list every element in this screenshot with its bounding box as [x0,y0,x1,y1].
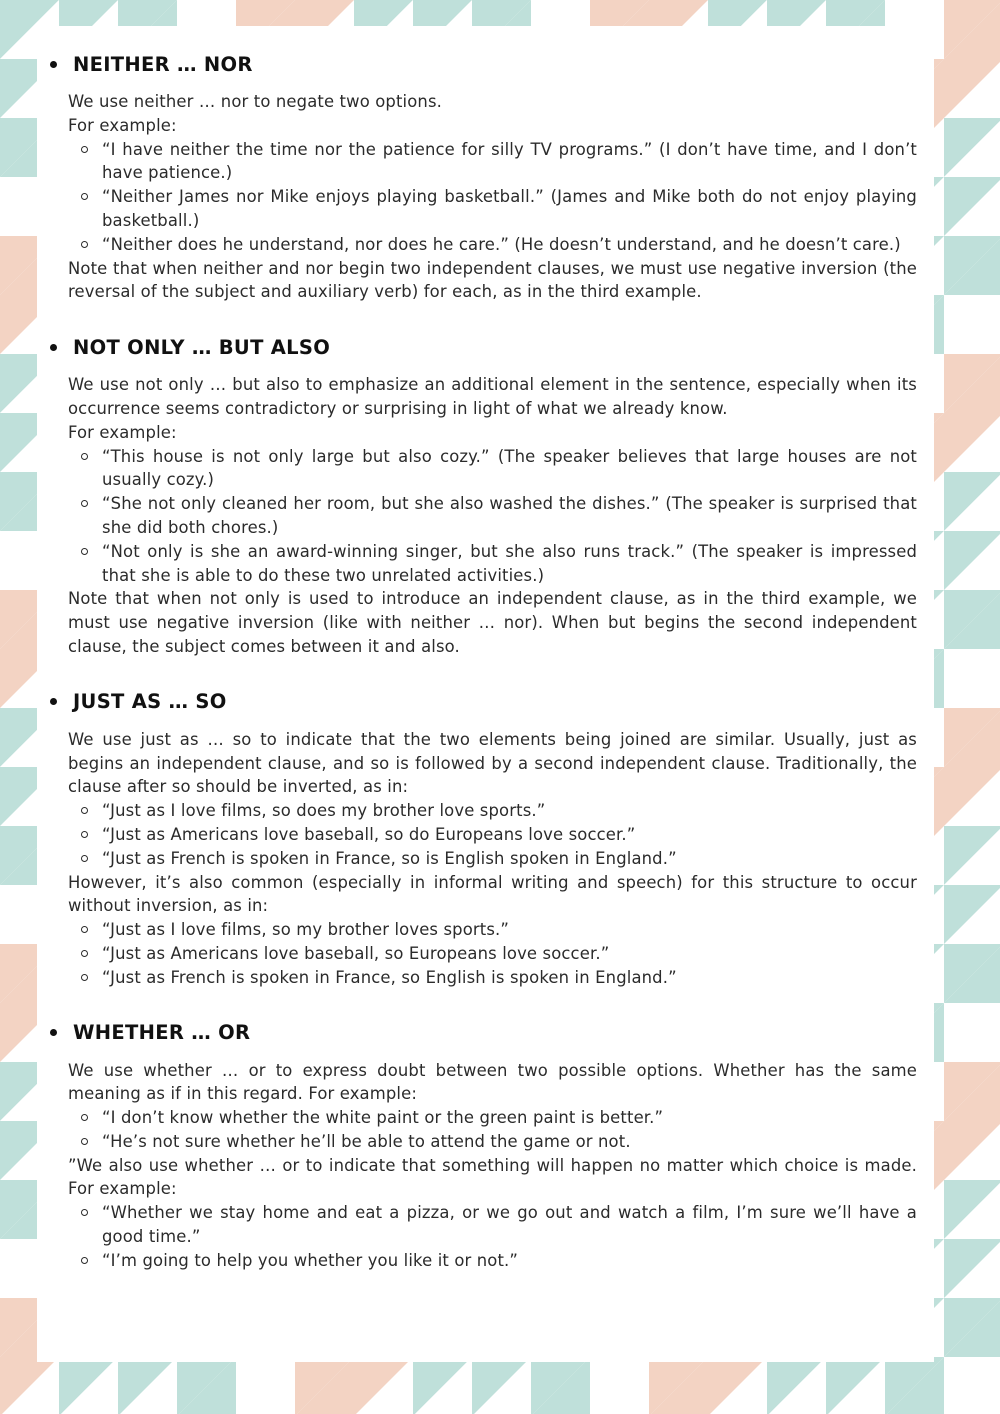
example-list [68,918,917,989]
list-item: “Not only is she an award-winning singer, but she also runs track.” (The speaker is impressed that she is able to do these two unrelated activities.) [102,540,917,588]
content-card [37,26,934,1362]
paragraph: We use not only … but also to emphasize an additional element in the sentence, especially when its occurrence seems contradictory or surprising in light of what we already know. [68,375,917,418]
paragraph: Note that when not only is used to introduce an independent clause, as in the third example, we must use negative inversion (like with neither … nor). When but begins the second independent clause, the subject comes between it and also. [68,589,917,656]
paragraph: We use just as … so to indicate that the two elements being joined are similar. Usually, just as begins an independent clause, and so is followed by a second independent clause. Traditionally, the clause after so should be inverted, as in: [68,729,917,797]
section-spacer [68,304,917,333]
paragraph: We use neither … nor to negate two options. [68,92,443,111]
list-item: “Just as I love films, so my brother loves sports.” [102,918,917,942]
list-item: “She not only cleaned her room, but she also washed the dishes.” (The speaker is surprised that she did both chores.) [102,492,917,540]
list-item: “Just as French is spoken in France, so is English spoken in England.” [102,847,917,871]
paragraph: For example: [68,115,177,135]
section-heading [50,1019,917,1047]
list-item: “Neither James nor Mike enjoys playing basketball.” (James and Mike both do not enjoy playing basketball.) [102,185,917,233]
paragraph: For example: [68,422,177,442]
section-spacer [68,659,917,688]
paragraph: However, it’s also common (especially in informal writing and speech) for this structure to occur without inversion, as in: [68,872,917,916]
list-item: “Just as French is spoken in France, so English is spoken in England.” [102,966,917,990]
list-item: “I have neither the time nor the patience for silly TV programs.” (I don’t have time, and I don’t have patience.) [102,138,917,186]
section [68,1019,917,1273]
bullet-icon [50,698,57,705]
section-heading [50,688,917,716]
paragraph: ”We also use whether … or to indicate that something will happen no matter which choice is made. For example: [68,1155,917,1199]
list-item: “Just as I love films, so does my brother love sports.” [102,799,917,823]
bullet-icon [50,61,57,68]
paragraph: Note that when neither and nor begin two independent clauses, we must use negative inversion (the reversal of the subject and auxiliary verb) for each, as in the third example. [68,258,917,302]
example-list [68,1106,917,1154]
section [68,333,917,659]
list-item: “I’m going to help you whether you like it or not.” [102,1249,917,1273]
list-item: “Just as Americans love baseball, so do Europeans love soccer.” [102,823,917,847]
section-heading [50,50,917,78]
list-item: “I don’t know whether the white paint or the green paint is better.” [102,1106,917,1130]
section-spacer [68,990,917,1019]
example-list [68,799,917,870]
section-heading-text: NOT ONLY … BUT ALSO [73,335,331,359]
list-item: “Neither does he understand, nor does he care.” (He doesn’t understand, and he doesn’t care.) [102,233,917,257]
section-heading-text: NEITHER … NOR [73,52,253,76]
example-list [68,1201,917,1272]
section-heading-text: WHETHER … OR [73,1021,251,1044]
list-item: “Whether we stay home and eat a pizza, or we go out and watch a film, I’m sure we’ll have a good time.” [102,1201,917,1249]
list-item: “He’s not sure whether he’ll be able to attend the game or not. [102,1130,917,1154]
list-item: “Just as Americans love baseball, so Europeans love soccer.” [102,942,917,966]
section [68,688,917,990]
section-heading-text: JUST AS … SO [73,690,227,714]
paragraph: We use whether … or to express doubt between two possible options. Whether has the same meaning as if in this regard. For example: [68,1060,917,1104]
example-list [68,138,917,257]
section-heading [50,333,917,361]
list-item: “This house is not only large but also cozy.” (The speaker believes that large houses are not usually cozy.) [102,445,917,493]
bullet-icon [50,344,57,351]
bullet-icon [50,1029,57,1036]
example-list [68,445,917,588]
section [68,50,917,304]
